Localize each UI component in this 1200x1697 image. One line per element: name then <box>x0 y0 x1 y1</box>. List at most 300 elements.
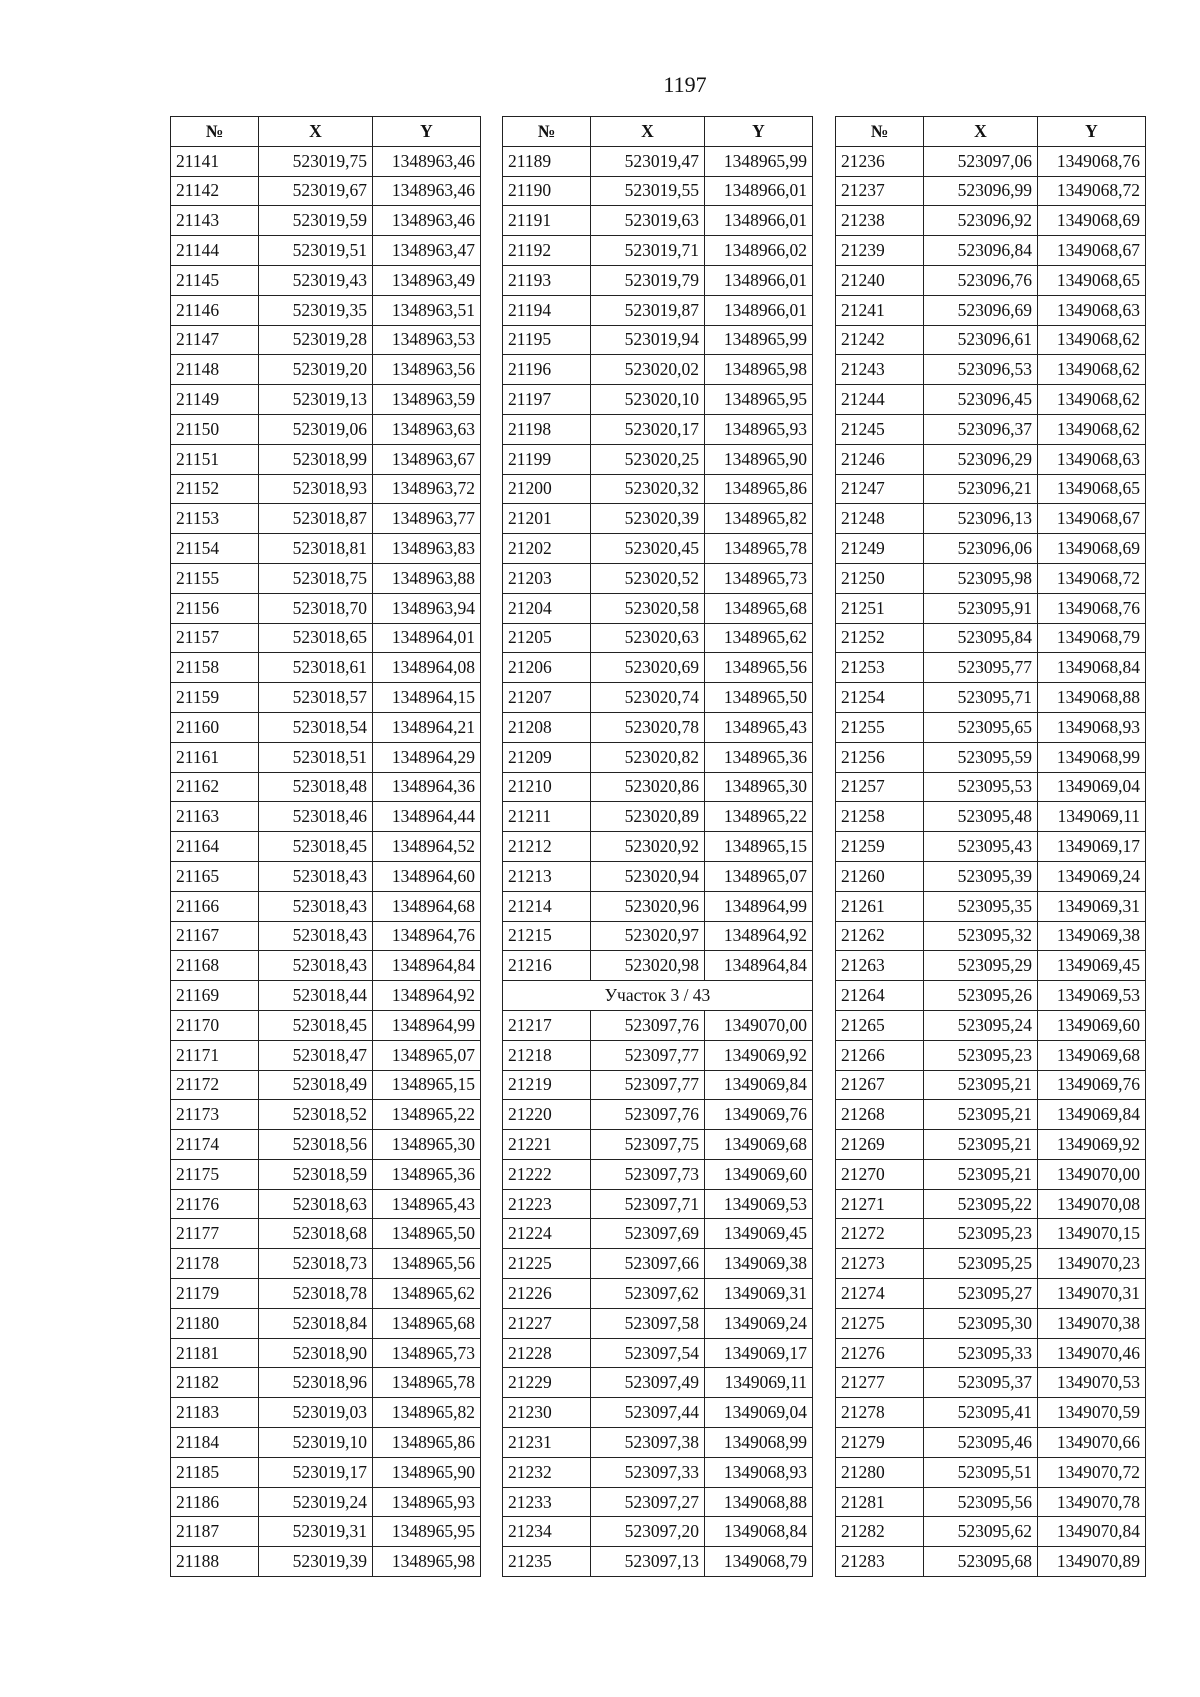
x-coordinate-cell: 523018,43 <box>259 891 373 921</box>
point-number-cell: 21183 <box>171 1398 259 1428</box>
table-row <box>171 1457 481 1487</box>
y-coordinate-cell: 1348964,84 <box>373 951 481 981</box>
point-number-cell: 21205 <box>503 623 591 653</box>
y-coordinate-cell: 1348965,56 <box>373 1249 481 1279</box>
table-header-row <box>836 117 1146 147</box>
point-number-cell: 21248 <box>836 504 924 534</box>
table-row <box>836 146 1146 176</box>
point-number-cell: 21266 <box>836 1040 924 1070</box>
y-coordinate-cell: 1348965,07 <box>705 861 813 891</box>
y-coordinate-cell: 1348965,98 <box>705 355 813 385</box>
x-coordinate-cell: 523019,87 <box>591 295 705 325</box>
y-coordinate-cell: 1348965,86 <box>373 1428 481 1458</box>
table-row <box>836 295 1146 325</box>
y-coordinate-cell: 1349068,62 <box>1038 414 1146 444</box>
point-number-cell: 21148 <box>171 355 259 385</box>
table-row <box>171 534 481 564</box>
table-row <box>836 355 1146 385</box>
x-coordinate-cell: 523018,52 <box>259 1100 373 1130</box>
x-coordinate-cell: 523019,94 <box>591 325 705 355</box>
point-number-cell: 21151 <box>171 444 259 474</box>
point-number-cell: 21213 <box>503 861 591 891</box>
point-number-cell: 21265 <box>836 1010 924 1040</box>
point-number-cell: 21236 <box>836 146 924 176</box>
y-coordinate-cell: 1348964,52 <box>373 832 481 862</box>
y-coordinate-cell: 1349069,31 <box>1038 891 1146 921</box>
x-coordinate-cell: 523095,51 <box>924 1457 1038 1487</box>
table-row <box>171 1159 481 1189</box>
point-number-cell: 21189 <box>503 146 591 176</box>
x-coordinate-cell: 523019,13 <box>259 385 373 415</box>
table-row <box>171 236 481 266</box>
y-coordinate-cell: 1348963,63 <box>373 414 481 444</box>
point-number-cell: 21235 <box>503 1547 591 1577</box>
y-coordinate-cell: 1348965,68 <box>373 1308 481 1338</box>
table-row <box>836 1308 1146 1338</box>
y-coordinate-cell: 1348966,02 <box>705 236 813 266</box>
table-row <box>171 1100 481 1130</box>
y-coordinate-cell: 1349069,53 <box>1038 981 1146 1011</box>
x-coordinate-cell: 523020,74 <box>591 683 705 713</box>
table-row <box>171 1338 481 1368</box>
table-row <box>503 861 813 891</box>
point-number-cell: 21175 <box>171 1159 259 1189</box>
x-coordinate-cell: 523019,39 <box>259 1547 373 1577</box>
point-number-cell: 21149 <box>171 385 259 415</box>
point-number-cell: 21273 <box>836 1249 924 1279</box>
y-coordinate-cell: 1349068,79 <box>705 1547 813 1577</box>
table-row <box>836 1428 1146 1458</box>
y-coordinate-cell: 1349069,84 <box>705 1070 813 1100</box>
y-coordinate-cell: 1348963,46 <box>373 146 481 176</box>
page-number: 1197 <box>663 72 707 97</box>
point-number-cell: 21274 <box>836 1279 924 1309</box>
y-coordinate-cell: 1349068,72 <box>1038 176 1146 206</box>
x-coordinate-cell: 523020,69 <box>591 653 705 683</box>
x-coordinate-cell: 523095,71 <box>924 683 1038 713</box>
y-coordinate-cell: 1349069,24 <box>1038 861 1146 891</box>
header-number: № <box>836 117 924 147</box>
y-coordinate-cell: 1348965,07 <box>373 1040 481 1070</box>
point-number-cell: 21243 <box>836 355 924 385</box>
y-coordinate-cell: 1348965,99 <box>705 146 813 176</box>
table-row <box>503 1547 813 1577</box>
point-number-cell: 21209 <box>503 742 591 772</box>
table-row <box>171 474 481 504</box>
point-number-cell: 21181 <box>171 1338 259 1368</box>
point-number-cell: 21153 <box>171 504 259 534</box>
point-number-cell: 21202 <box>503 534 591 564</box>
point-number-cell: 21150 <box>171 414 259 444</box>
x-coordinate-cell: 523097,71 <box>591 1189 705 1219</box>
point-number-cell: 21256 <box>836 742 924 772</box>
x-coordinate-cell: 523097,77 <box>591 1040 705 1070</box>
y-coordinate-cell: 1348965,90 <box>373 1457 481 1487</box>
table-row <box>836 414 1146 444</box>
x-coordinate-cell: 523095,48 <box>924 802 1038 832</box>
point-number-cell: 21255 <box>836 712 924 742</box>
y-coordinate-cell: 1349070,78 <box>1038 1487 1146 1517</box>
y-coordinate-cell: 1349070,89 <box>1038 1547 1146 1577</box>
point-number-cell: 21164 <box>171 832 259 862</box>
point-number-cell: 21172 <box>171 1070 259 1100</box>
table-row <box>503 1398 813 1428</box>
point-number-cell: 21211 <box>503 802 591 832</box>
table-row <box>171 176 481 206</box>
table-row <box>503 593 813 623</box>
x-coordinate-cell: 523095,21 <box>924 1130 1038 1160</box>
section-label: Участок 3 / 43 <box>503 981 813 1011</box>
point-number-cell: 21156 <box>171 593 259 623</box>
x-coordinate-cell: 523018,65 <box>259 623 373 653</box>
x-coordinate-cell: 523019,71 <box>591 236 705 266</box>
table-row <box>836 712 1146 742</box>
x-coordinate-cell: 523020,45 <box>591 534 705 564</box>
point-number-cell: 21230 <box>503 1398 591 1428</box>
x-coordinate-cell: 523095,23 <box>924 1040 1038 1070</box>
table-row <box>171 951 481 981</box>
point-number-cell: 21167 <box>171 921 259 951</box>
point-number-cell: 21276 <box>836 1338 924 1368</box>
x-coordinate-cell: 523020,89 <box>591 802 705 832</box>
x-coordinate-cell: 523019,06 <box>259 414 373 444</box>
table-row <box>171 265 481 295</box>
x-coordinate-cell: 523020,02 <box>591 355 705 385</box>
table-row <box>836 206 1146 236</box>
y-coordinate-cell: 1349070,53 <box>1038 1368 1146 1398</box>
x-coordinate-cell: 523095,43 <box>924 832 1038 862</box>
point-number-cell: 21184 <box>171 1428 259 1458</box>
table-row <box>836 832 1146 862</box>
table-row <box>836 951 1146 981</box>
y-coordinate-cell: 1348964,01 <box>373 623 481 653</box>
x-coordinate-cell: 523096,53 <box>924 355 1038 385</box>
table-row <box>836 385 1146 415</box>
y-coordinate-cell: 1349069,11 <box>1038 802 1146 832</box>
y-coordinate-cell: 1348963,94 <box>373 593 481 623</box>
y-coordinate-cell: 1349068,62 <box>1038 325 1146 355</box>
point-number-cell: 21246 <box>836 444 924 474</box>
y-coordinate-cell: 1349068,76 <box>1038 146 1146 176</box>
y-coordinate-cell: 1348965,78 <box>373 1368 481 1398</box>
table-row <box>836 861 1146 891</box>
y-coordinate-cell: 1349069,76 <box>1038 1070 1146 1100</box>
table-row <box>836 921 1146 951</box>
x-coordinate-cell: 523097,20 <box>591 1517 705 1547</box>
y-coordinate-cell: 1348965,15 <box>705 832 813 862</box>
point-number-cell: 21144 <box>171 236 259 266</box>
y-coordinate-cell: 1348965,73 <box>373 1338 481 1368</box>
x-coordinate-cell: 523097,54 <box>591 1338 705 1368</box>
table-row <box>171 355 481 385</box>
point-number-cell: 21191 <box>503 206 591 236</box>
table-row <box>836 891 1146 921</box>
x-coordinate-cell: 523018,93 <box>259 474 373 504</box>
point-number-cell: 21275 <box>836 1308 924 1338</box>
x-coordinate-cell: 523095,68 <box>924 1547 1038 1577</box>
x-coordinate-cell: 523097,27 <box>591 1487 705 1517</box>
table-row <box>503 1428 813 1458</box>
y-coordinate-cell: 1349068,67 <box>1038 236 1146 266</box>
y-coordinate-cell: 1348965,22 <box>705 802 813 832</box>
table-row <box>836 1100 1146 1130</box>
point-number-cell: 21238 <box>836 206 924 236</box>
y-coordinate-cell: 1349069,76 <box>705 1100 813 1130</box>
y-coordinate-cell: 1348963,51 <box>373 295 481 325</box>
y-coordinate-cell: 1348966,01 <box>705 265 813 295</box>
point-number-cell: 21180 <box>171 1308 259 1338</box>
point-number-cell: 21206 <box>503 653 591 683</box>
table-row <box>171 1279 481 1309</box>
table-row <box>836 653 1146 683</box>
x-coordinate-cell: 523097,58 <box>591 1308 705 1338</box>
point-number-cell: 21218 <box>503 1040 591 1070</box>
x-coordinate-cell: 523018,99 <box>259 444 373 474</box>
x-coordinate-cell: 523020,97 <box>591 921 705 951</box>
point-number-cell: 21229 <box>503 1368 591 1398</box>
table-row <box>171 563 481 593</box>
table-row <box>503 1517 813 1547</box>
x-coordinate-cell: 523095,46 <box>924 1428 1038 1458</box>
y-coordinate-cell: 1348964,68 <box>373 891 481 921</box>
point-number-cell: 21212 <box>503 832 591 862</box>
x-coordinate-cell: 523097,73 <box>591 1159 705 1189</box>
point-number-cell: 21160 <box>171 712 259 742</box>
point-number-cell: 21281 <box>836 1487 924 1517</box>
y-coordinate-cell: 1348965,50 <box>705 683 813 713</box>
x-coordinate-cell: 523018,61 <box>259 653 373 683</box>
y-coordinate-cell: 1349070,84 <box>1038 1517 1146 1547</box>
x-coordinate-cell: 523095,27 <box>924 1279 1038 1309</box>
y-coordinate-cell: 1348965,95 <box>373 1517 481 1547</box>
table-row <box>503 1219 813 1249</box>
point-number-cell: 21143 <box>171 206 259 236</box>
x-coordinate-cell: 523019,43 <box>259 265 373 295</box>
table-row <box>836 474 1146 504</box>
point-number-cell: 21251 <box>836 593 924 623</box>
table-row <box>836 1010 1146 1040</box>
point-number-cell: 21185 <box>171 1457 259 1487</box>
point-number-cell: 21214 <box>503 891 591 921</box>
x-coordinate-cell: 523095,56 <box>924 1487 1038 1517</box>
table-row <box>836 1338 1146 1368</box>
point-number-cell: 21224 <box>503 1219 591 1249</box>
y-coordinate-cell: 1349070,46 <box>1038 1338 1146 1368</box>
x-coordinate-cell: 523020,58 <box>591 593 705 623</box>
y-coordinate-cell: 1349068,65 <box>1038 474 1146 504</box>
y-coordinate-cell: 1348964,44 <box>373 802 481 832</box>
y-coordinate-cell: 1348964,21 <box>373 712 481 742</box>
y-coordinate-cell: 1348965,73 <box>705 563 813 593</box>
table-row <box>503 921 813 951</box>
table-row <box>503 385 813 415</box>
table-row <box>171 921 481 951</box>
point-number-cell: 21208 <box>503 712 591 742</box>
x-coordinate-cell: 523018,43 <box>259 861 373 891</box>
y-coordinate-cell: 1348965,95 <box>705 385 813 415</box>
y-coordinate-cell: 1348964,36 <box>373 772 481 802</box>
y-coordinate-cell: 1349069,92 <box>1038 1130 1146 1160</box>
point-number-cell: 21216 <box>503 951 591 981</box>
y-coordinate-cell: 1349069,53 <box>705 1189 813 1219</box>
x-coordinate-cell: 523097,77 <box>591 1070 705 1100</box>
header-y: Y <box>1038 117 1146 147</box>
point-number-cell: 21271 <box>836 1189 924 1219</box>
point-number-cell: 21145 <box>171 265 259 295</box>
table-row <box>503 504 813 534</box>
y-coordinate-cell: 1348965,93 <box>705 414 813 444</box>
table-row <box>503 444 813 474</box>
x-coordinate-cell: 523095,21 <box>924 1100 1038 1130</box>
table-row <box>503 1338 813 1368</box>
y-coordinate-cell: 1349069,17 <box>705 1338 813 1368</box>
y-coordinate-cell: 1349068,93 <box>705 1457 813 1487</box>
point-number-cell: 21166 <box>171 891 259 921</box>
y-coordinate-cell: 1348965,36 <box>705 742 813 772</box>
point-number-cell: 21233 <box>503 1487 591 1517</box>
table-row <box>503 653 813 683</box>
x-coordinate-cell: 523095,23 <box>924 1219 1038 1249</box>
point-number-cell: 21242 <box>836 325 924 355</box>
x-coordinate-cell: 523097,44 <box>591 1398 705 1428</box>
point-number-cell: 21237 <box>836 176 924 206</box>
x-coordinate-cell: 523018,51 <box>259 742 373 772</box>
x-coordinate-cell: 523020,10 <box>591 385 705 415</box>
x-coordinate-cell: 523018,44 <box>259 981 373 1011</box>
point-number-cell: 21261 <box>836 891 924 921</box>
table-row <box>171 504 481 534</box>
point-number-cell: 21264 <box>836 981 924 1011</box>
point-number-cell: 21222 <box>503 1159 591 1189</box>
y-coordinate-cell: 1349069,60 <box>1038 1010 1146 1040</box>
x-coordinate-cell: 523020,96 <box>591 891 705 921</box>
table-row <box>836 1547 1146 1577</box>
y-coordinate-cell: 1348964,76 <box>373 921 481 951</box>
point-number-cell: 21220 <box>503 1100 591 1130</box>
x-coordinate-cell: 523095,65 <box>924 712 1038 742</box>
point-number-cell: 21262 <box>836 921 924 951</box>
point-number-cell: 21241 <box>836 295 924 325</box>
point-number-cell: 21163 <box>171 802 259 832</box>
x-coordinate-cell: 523019,17 <box>259 1457 373 1487</box>
point-number-cell: 21283 <box>836 1547 924 1577</box>
table-row <box>836 981 1146 1011</box>
point-number-cell: 21199 <box>503 444 591 474</box>
y-coordinate-cell: 1348963,77 <box>373 504 481 534</box>
y-coordinate-cell: 1349069,45 <box>705 1219 813 1249</box>
point-number-cell: 21219 <box>503 1070 591 1100</box>
table-row <box>836 742 1146 772</box>
table-row <box>171 206 481 236</box>
y-coordinate-cell: 1349070,00 <box>705 1010 813 1040</box>
y-coordinate-cell: 1349070,59 <box>1038 1398 1146 1428</box>
point-number-cell: 21232 <box>503 1457 591 1487</box>
x-coordinate-cell: 523020,39 <box>591 504 705 534</box>
x-coordinate-cell: 523095,22 <box>924 1189 1038 1219</box>
y-coordinate-cell: 1349069,92 <box>705 1040 813 1070</box>
x-coordinate-cell: 523018,43 <box>259 951 373 981</box>
x-coordinate-cell: 523020,94 <box>591 861 705 891</box>
x-coordinate-cell: 523018,63 <box>259 1189 373 1219</box>
y-coordinate-cell: 1349068,88 <box>705 1487 813 1517</box>
x-coordinate-cell: 523096,69 <box>924 295 1038 325</box>
header-y: Y <box>373 117 481 147</box>
table-row <box>171 802 481 832</box>
section-row <box>503 981 813 1011</box>
y-coordinate-cell: 1348965,30 <box>373 1130 481 1160</box>
table-row <box>836 1487 1146 1517</box>
x-coordinate-cell: 523020,52 <box>591 563 705 593</box>
y-coordinate-cell: 1349068,93 <box>1038 712 1146 742</box>
y-coordinate-cell: 1349070,00 <box>1038 1159 1146 1189</box>
y-coordinate-cell: 1348965,68 <box>705 593 813 623</box>
table-row <box>171 1010 481 1040</box>
y-coordinate-cell: 1349068,67 <box>1038 504 1146 534</box>
table-row <box>503 1040 813 1070</box>
y-coordinate-cell: 1349069,17 <box>1038 832 1146 862</box>
x-coordinate-cell: 523018,78 <box>259 1279 373 1309</box>
y-coordinate-cell: 1349068,88 <box>1038 683 1146 713</box>
y-coordinate-cell: 1349070,15 <box>1038 1219 1146 1249</box>
point-number-cell: 21282 <box>836 1517 924 1547</box>
table-row <box>171 414 481 444</box>
table-row <box>836 1219 1146 1249</box>
point-number-cell: 21217 <box>503 1010 591 1040</box>
x-coordinate-cell: 523095,30 <box>924 1308 1038 1338</box>
table-row <box>836 593 1146 623</box>
x-coordinate-cell: 523018,48 <box>259 772 373 802</box>
point-number-cell: 21240 <box>836 265 924 295</box>
x-coordinate-cell: 523097,76 <box>591 1010 705 1040</box>
y-coordinate-cell: 1348965,99 <box>705 325 813 355</box>
header-x: X <box>591 117 705 147</box>
x-coordinate-cell: 523019,10 <box>259 1428 373 1458</box>
point-number-cell: 21239 <box>836 236 924 266</box>
table-row <box>171 1130 481 1160</box>
x-coordinate-cell: 523020,32 <box>591 474 705 504</box>
table-row <box>503 712 813 742</box>
table-row <box>503 1070 813 1100</box>
table-row <box>503 1100 813 1130</box>
point-number-cell: 21141 <box>171 146 259 176</box>
table-row <box>836 534 1146 564</box>
point-number-cell: 21257 <box>836 772 924 802</box>
point-number-cell: 21203 <box>503 563 591 593</box>
table-row <box>503 1159 813 1189</box>
point-number-cell: 21249 <box>836 534 924 564</box>
x-coordinate-cell: 523095,29 <box>924 951 1038 981</box>
y-coordinate-cell: 1348964,29 <box>373 742 481 772</box>
y-coordinate-cell: 1349068,84 <box>705 1517 813 1547</box>
x-coordinate-cell: 523095,25 <box>924 1249 1038 1279</box>
x-coordinate-cell: 523097,13 <box>591 1547 705 1577</box>
point-number-cell: 21272 <box>836 1219 924 1249</box>
header-x: X <box>924 117 1038 147</box>
x-coordinate-cell: 523097,69 <box>591 1219 705 1249</box>
point-number-cell: 21187 <box>171 1517 259 1547</box>
y-coordinate-cell: 1349068,84 <box>1038 653 1146 683</box>
table-row <box>171 772 481 802</box>
x-coordinate-cell: 523095,37 <box>924 1368 1038 1398</box>
y-coordinate-cell: 1348963,46 <box>373 206 481 236</box>
x-coordinate-cell: 523020,86 <box>591 772 705 802</box>
x-coordinate-cell: 523019,24 <box>259 1487 373 1517</box>
table-row <box>503 236 813 266</box>
point-number-cell: 21154 <box>171 534 259 564</box>
x-coordinate-cell: 523096,37 <box>924 414 1038 444</box>
y-coordinate-cell: 1348963,67 <box>373 444 481 474</box>
y-coordinate-cell: 1348965,78 <box>705 534 813 564</box>
